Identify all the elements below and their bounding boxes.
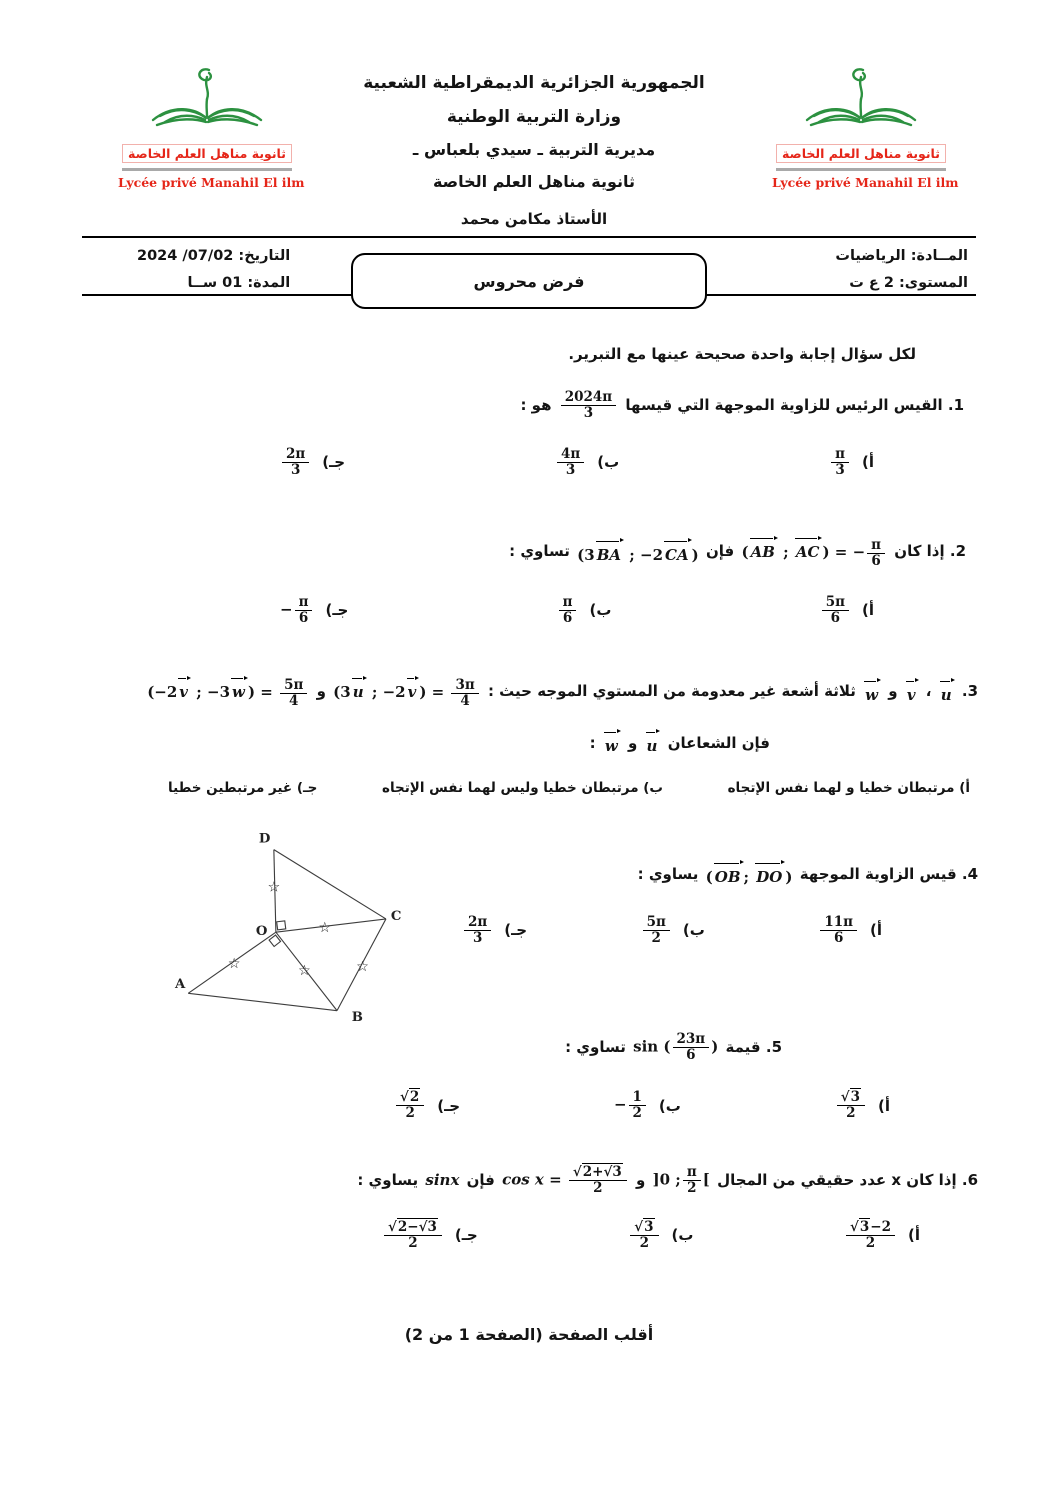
question-6-choices <box>80 1220 978 1251</box>
choice-b: ب) $\frac{√3}{2}$ <box>626 1220 693 1251</box>
choice-b: ب) $\frac{4\pi}{3}$ <box>553 447 619 478</box>
question-3-stem: 3. u ، v و w ثلاثة أشعة غير معدومة من المستوي الموجه حيث : (3 u ; −2 v ) = $\frac{3\pi}{4}$ و (−2 v ; −3 w ) = $\frac{5\pi}{4}$ <box>147 677 978 709</box>
tick-star-ob: ☆ <box>298 962 311 979</box>
right-angle-mark-doc <box>277 921 286 930</box>
date-line: التاريخ: 07/02/ 2024 <box>137 248 291 264</box>
choice-c: جـ) − $\frac{\pi}{6}$ <box>280 593 349 626</box>
question-4-block <box>80 820 978 1032</box>
logo-latin-name: Lycée privé Manahil El ilm <box>772 175 959 190</box>
choice-c: جـ) $\frac{2\pi}{3}$ <box>460 915 527 946</box>
point-label-O: O <box>255 923 268 939</box>
choice-b: ب) مرتبطان خطيا وليس لهما نفس الإتجاه <box>381 779 663 796</box>
vector-w: w <box>863 680 881 707</box>
info-band <box>82 236 976 296</box>
vector-AB: AB <box>749 537 778 564</box>
question-3-choices <box>80 780 978 796</box>
vector-u: u <box>939 680 955 707</box>
school-line: ثانوية مناهل العلم الخاصة <box>432 172 636 191</box>
logo-latin-name: Lycée privé Manahil El ilm <box>118 175 305 190</box>
page-header <box>0 0 1058 228</box>
choice-c: جـ) $\frac{√2-√3}{2}$ <box>380 1220 478 1251</box>
vector-w: w <box>603 731 621 758</box>
exam-body <box>0 342 1058 1344</box>
question-4-stem: 4. قيس الزاوية الموجهة ( OB ; DO ) يساوي : <box>448 860 978 889</box>
choice-a: أ) $\frac{\pi}{3}$ <box>827 447 874 478</box>
sqrt-symbol: √ <box>572 1164 582 1181</box>
question-6-stem: 6. إذا كان x عدد حقيقي من المجال ]0 ; $\frac{\pi}{2}$ [ و cos x = $\frac{√2+√3}{2}$ فإن sinx يساوي : <box>357 1164 978 1196</box>
sqrt-symbol: √ <box>388 1218 397 1235</box>
exam-title-box <box>351 253 707 309</box>
point-label-C: C <box>390 908 402 924</box>
denominator: 3 <box>583 404 594 421</box>
q3-angle-2: (−2 v ; −3 w ) = $\frac{5\pi}{4}$ <box>145 675 311 708</box>
minus-sign: − <box>280 600 293 619</box>
tick-star-oa: ☆ <box>227 955 241 972</box>
choice-a: أ) $\frac{5\pi}{6}$ <box>818 595 874 626</box>
q6-interval: ]0 ; $\frac{\pi}{2}$ [ <box>652 1164 710 1196</box>
choice-a: أ) مرتبطان خطيا و لهما نفس الإتجاه <box>727 779 970 796</box>
school-logo-left <box>118 66 305 190</box>
instruction-line: لكل سؤال إجابة واحدة صحيحة عينها مع التبرير. <box>568 345 916 363</box>
vector-OB: OB <box>713 862 744 889</box>
sqrt-symbol: √ <box>400 1089 409 1106</box>
q5-sin-expression: sin ( $\frac{23\pi}{6}$ ) <box>633 1030 719 1063</box>
q3-angle-1: (3 u ; −2 v ) = $\frac{3\pi}{4}$ <box>331 675 483 708</box>
vector-CA: CA <box>663 540 692 567</box>
sqrt-symbol: √ <box>634 1218 644 1235</box>
school-book-icon <box>147 66 267 142</box>
tick-star-bc: ☆ <box>356 958 369 975</box>
q6-sinx: sinx <box>425 1171 460 1190</box>
choice-a: أ) $\frac{√3-2}{2}$ <box>842 1220 920 1251</box>
q4-angle: ( OB ; DO ) <box>704 860 795 889</box>
choice-a-label: أ) <box>862 453 874 472</box>
logo-divider <box>776 168 946 171</box>
choice-b-label: ب) <box>597 453 620 472</box>
republic-line: الجمهورية الجزائرية الديمقراطية الشعبية <box>363 73 705 93</box>
logo-divider <box>122 168 292 171</box>
choice-b: ب) $\frac{\pi}{6}$ <box>555 595 612 626</box>
question-4-content <box>448 820 978 946</box>
question-1-stem: 1. القيس الرئيس للزاوية الموجهة التي قيسها $\frac{2024\pi}{3}$ هو : <box>520 389 964 421</box>
vector-BA: BA <box>595 540 624 567</box>
choice-c-label: جـ) <box>322 453 346 472</box>
choice-a: أ) $\frac{√3}{2}$ <box>833 1090 890 1121</box>
vector-v: v <box>905 680 919 707</box>
choice-c: جـ) $\frac{√2}{2}$ <box>392 1090 460 1121</box>
vector-AC: AC <box>794 537 823 564</box>
question-4-choices <box>448 915 978 946</box>
sqrt-symbol: √ <box>840 1089 850 1106</box>
question-5-choices <box>80 1090 978 1121</box>
tick-star-oc: ☆ <box>318 919 332 936</box>
q4-geometry-figure <box>148 816 416 1030</box>
q6-cos-equation: cos x = $\frac{√2+√3}{2}$ <box>500 1165 631 1196</box>
question-2-stem: 2. إذا كان ( AB ; AC ) = − $\frac{\pi}{6}$ فإن (3 BA ; −2 CA ) تساوي : <box>509 537 966 569</box>
exam-title: فرض محروس <box>473 271 585 291</box>
question-1-choices <box>80 447 978 478</box>
header-titles <box>296 66 772 228</box>
choice-c: جـ) $\frac{2\pi}{3}$ <box>278 447 345 478</box>
ministry-line: وزارة التربية الوطنية <box>446 107 622 127</box>
logo-arabic-name: ثانوية مناهل العلم الخاصة <box>776 144 946 163</box>
tick-star-od: ☆ <box>267 879 281 896</box>
level-line: المستوى: 2 ع ت <box>849 274 968 291</box>
subject-level-block <box>835 243 968 297</box>
school-book-icon <box>801 66 921 142</box>
q1-fraction <box>557 390 620 421</box>
q2-angle-asked: (3 BA ; −2 CA ) <box>575 538 701 567</box>
choice-b: ب) $\frac{5\pi}{2}$ <box>639 915 705 946</box>
duration-line: المدة: 01 ســا <box>187 274 291 291</box>
page-footer: أقلب الصفحة (الصفحة 1 من 2) <box>404 1324 654 1344</box>
vector-DO: DO <box>754 862 785 889</box>
point-label-A: A <box>174 976 186 992</box>
numerator: 2024π <box>561 390 616 406</box>
question-5-stem: 5. قيمة sin ( $\frac{23\pi}{6}$ ) تساوي : <box>565 1030 782 1063</box>
choice-a: أ) $\frac{11\pi}{6}$ <box>816 915 882 946</box>
point-label-B: B <box>351 1009 364 1025</box>
school-logo-right <box>772 66 959 190</box>
q2-angle-given: ( AB ; AC ) = − $\frac{\pi}{6}$ <box>739 535 889 568</box>
choice-c: جـ) غير مرتبطين خطيا <box>168 779 318 796</box>
minus-sign: − <box>613 1095 627 1114</box>
sqrt-symbol: √ <box>850 1218 859 1235</box>
date-duration-block <box>137 243 290 297</box>
subject-line: المــادة: الرياضيات <box>835 248 968 264</box>
vector-u: u <box>645 731 661 758</box>
teacher-name: الأستاذ مكامن محمد <box>460 210 608 228</box>
choice-b: ب) − $\frac{1}{2}$ <box>613 1089 681 1122</box>
logo-arabic-name: ثانوية مناهل العلم الخاصة <box>122 144 292 163</box>
directorate-line: مديرية التربية ـ سيدي بلعباس ـ <box>412 140 656 159</box>
question-3-line2: فإن الشعاعان u و w : <box>80 729 770 758</box>
question-2-choices <box>80 595 978 626</box>
fraction <box>561 390 616 421</box>
point-label-D: D <box>258 831 271 847</box>
